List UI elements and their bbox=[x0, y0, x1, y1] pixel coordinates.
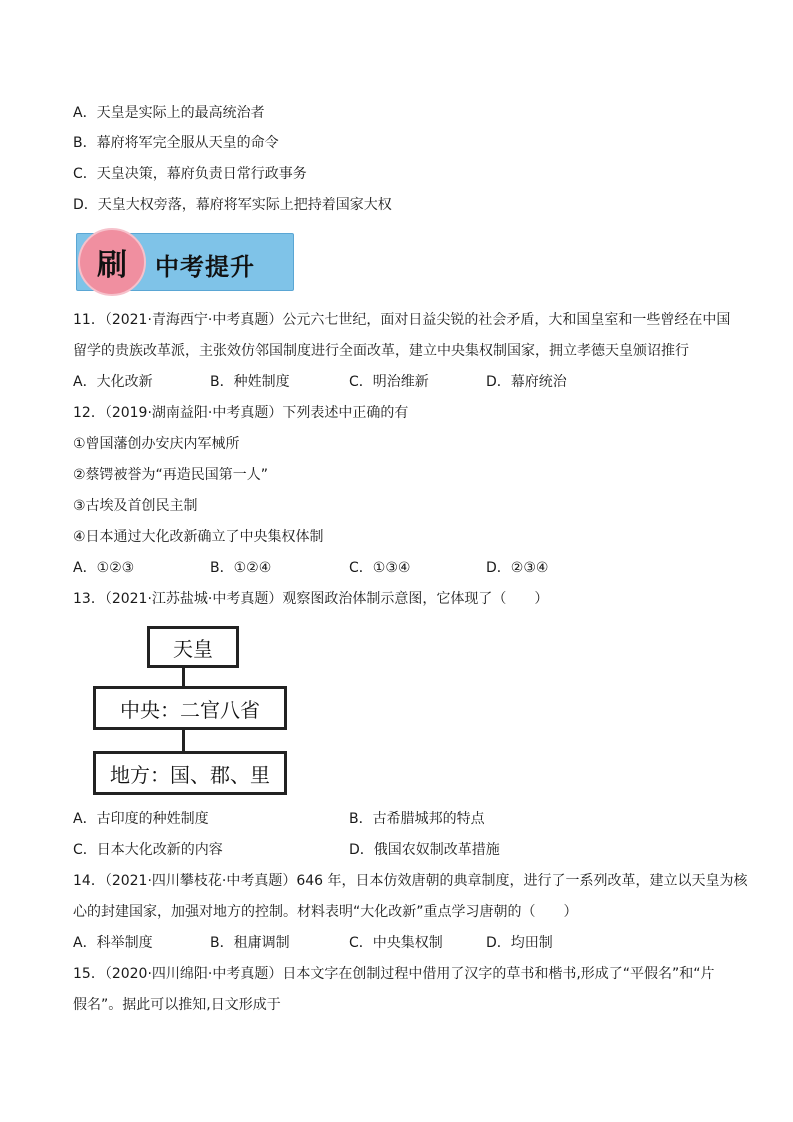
q12-item-4: ④日本通过大化改新确立了中央集权体制 bbox=[73, 529, 324, 545]
q15-stem-line2: 假名”。据此可以推知,日文形成于 bbox=[73, 997, 281, 1013]
q12-option-b: B．①②④ bbox=[210, 560, 272, 576]
q14-stem-line2: 心的封建国家，加强对地方的控制。材料表明“大化改新”重点学习唐朝的（ ） bbox=[73, 904, 578, 920]
q11-option-a: A．大化改新 bbox=[73, 374, 153, 390]
banner-badge: 刷 bbox=[78, 228, 146, 296]
q14-stem-line1: 14．（2021·四川攀枝花·中考真题）646 年，日本仿效唐朝的典章制度，进行了一系列改革，建立以天皇为核 bbox=[73, 873, 748, 889]
q12-option-a: A．①②③ bbox=[73, 560, 135, 576]
q11-stem-line1: 11．（2021·青海西宁·中考真题）公元六七世纪，面对日益尖锐的社会矛盾，大和国皇室和一些曾经在中国 bbox=[73, 312, 731, 328]
q11-option-d: D．幕府统治 bbox=[486, 374, 567, 390]
diagram-connector-1 bbox=[182, 668, 185, 686]
q14-option-b: B．租庸调制 bbox=[210, 935, 290, 951]
diagram-box-central: 中央：二官八省 bbox=[93, 686, 287, 730]
q14-option-a: A．科举制度 bbox=[73, 935, 153, 951]
q11-option-c: C．明治维新 bbox=[349, 374, 429, 390]
q12-item-1: ①曾国藩创办安庆内军械所 bbox=[73, 436, 240, 452]
q13-option-c: C．日本大化改新的内容 bbox=[73, 842, 223, 858]
diagram-connector-2 bbox=[182, 730, 185, 751]
option-b: B．幕府将军完全服从天皇的命令 bbox=[73, 135, 279, 151]
diagram-box-emperor: 天皇 bbox=[147, 626, 239, 668]
option-c: C．天皇决策，幕府负责日常行政事务 bbox=[73, 166, 307, 182]
q12-item-3: ③古埃及首创民主制 bbox=[73, 498, 198, 514]
q11-option-b: B．种姓制度 bbox=[210, 374, 290, 390]
banner-title: 中考提升 bbox=[155, 252, 255, 281]
q12-item-2: ②蔡锷被誉为“再造民国第一人” bbox=[73, 467, 269, 483]
q12-option-d: D．②③④ bbox=[486, 560, 549, 576]
q11-stem-line2: 留学的贵族改革派，主张效仿邻国制度进行全面改革，建立中央集权制国家，拥立孝德天皇颁诏推行 bbox=[73, 343, 689, 359]
q14-option-d: D．均田制 bbox=[486, 935, 553, 951]
q15-stem-line1: 15．（2020·四川绵阳·中考真题）日本文字在创制过程中借用了汉字的草书和楷书,形成了“平假名”和“片 bbox=[73, 966, 715, 982]
option-d: D．天皇大权旁落，幕府将军实际上把持着国家大权 bbox=[73, 197, 392, 213]
diagram-box-local: 地方：国、郡、里 bbox=[93, 751, 287, 795]
q12-option-c: C．①③④ bbox=[349, 560, 411, 576]
q13-option-a: A．古印度的种姓制度 bbox=[73, 811, 209, 827]
q13-stem: 13．（2021·江苏盐城·中考真题）观察图政治体制示意图，它体现了（ ） bbox=[73, 591, 549, 607]
q12-stem: 12．（2019·湖南益阳·中考真题）下列表述中正确的有 bbox=[73, 405, 409, 421]
q13-option-b: B．古希腊城邦的特点 bbox=[349, 811, 485, 827]
q13-option-d: D．俄国农奴制改革措施 bbox=[349, 842, 500, 858]
option-a: A．天皇是实际上的最高统治者 bbox=[73, 105, 265, 121]
q14-option-c: C．中央集权制 bbox=[349, 935, 443, 951]
